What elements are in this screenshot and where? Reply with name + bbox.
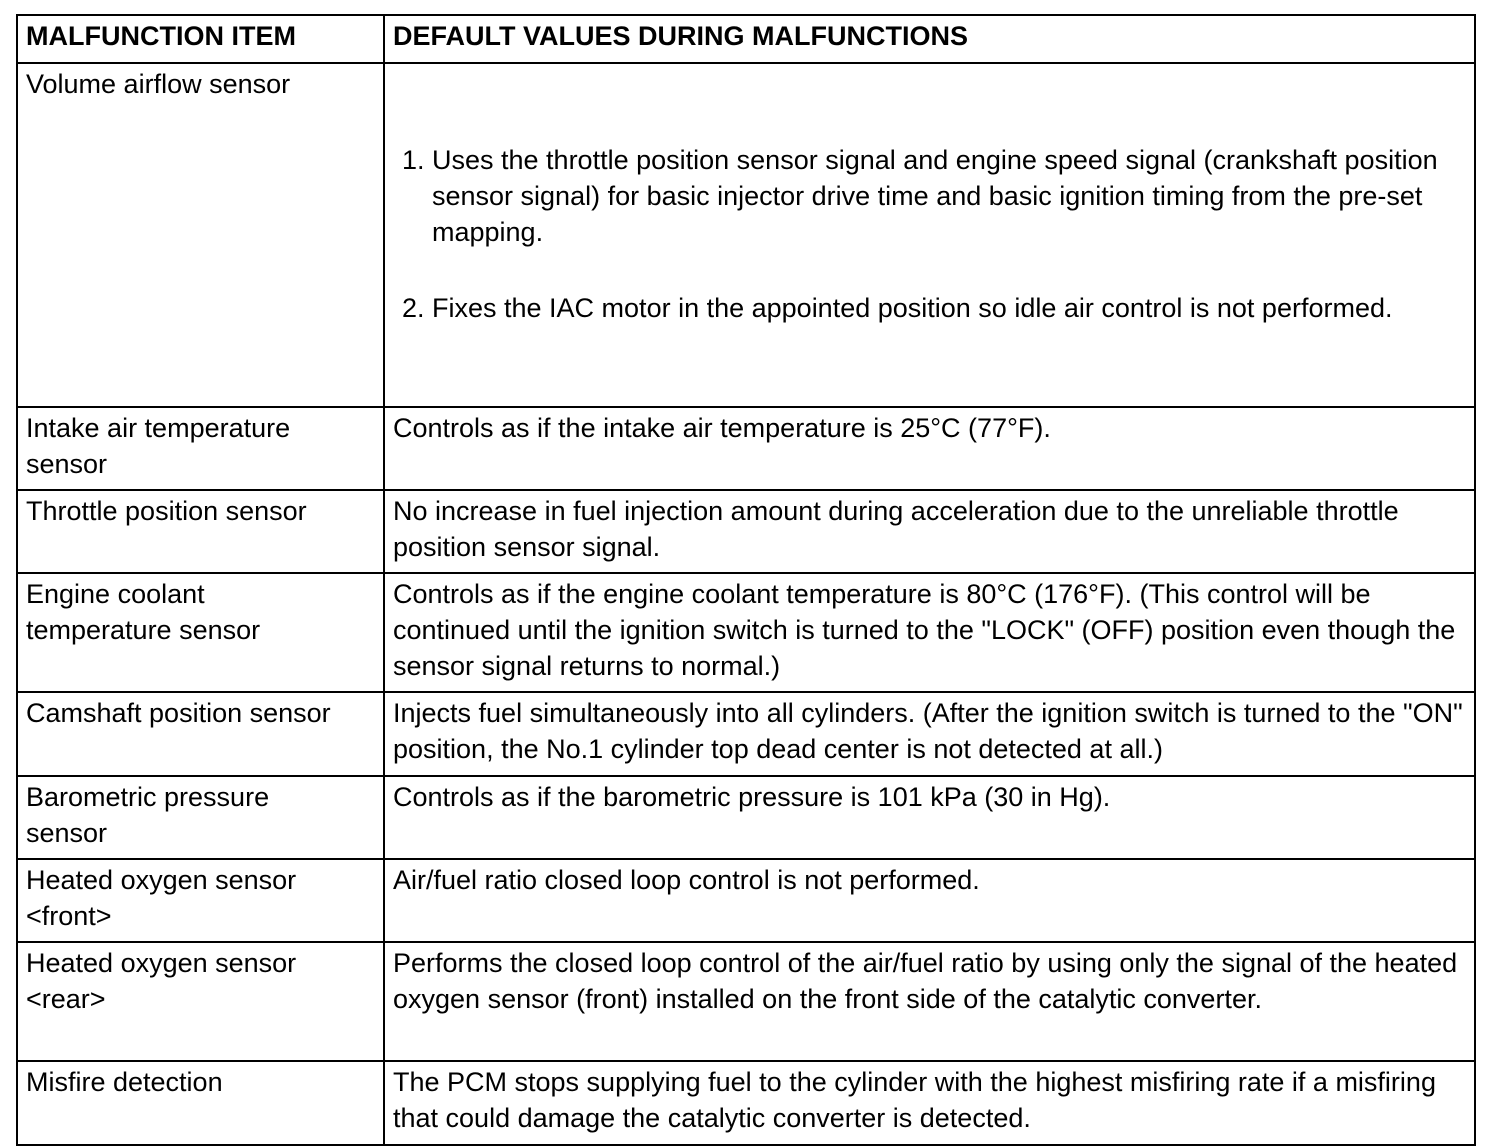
default-values-cell: No increase in fuel injection amount during acceleration due to the unreliable throttle position sensor signal. (384, 490, 1475, 573)
default-values-cell: Air/fuel ratio closed loop control is not performed. (384, 859, 1475, 942)
malfunction-item-cell: Barometric pressure sensor (17, 776, 384, 859)
malfunction-item-cell: Camshaft position sensor (17, 692, 384, 776)
table-row (17, 1061, 1475, 1145)
table-row (17, 573, 1475, 692)
table-row (17, 692, 1475, 776)
list-item: 1. Uses the throttle position sensor signal and engine speed signal (crankshaft position sensor signal) for basic injector drive time and basic ignition timing from the pre-set mapping. (432, 142, 1466, 250)
default-steps-list (393, 106, 1466, 366)
table-row (17, 942, 1475, 1061)
table-row (17, 859, 1475, 942)
malfunction-item-cell: Engine coolant temperature sensor (17, 573, 384, 692)
default-values-cell: Controls as if the engine coolant temperature is 80°C (176°F). (This control will be continued until the ignition switch is turned to the "LOCK" (OFF) position even though the sensor signal returns to normal.) (384, 573, 1475, 692)
malfunction-item-cell: Throttle position sensor (17, 490, 384, 573)
table-row (17, 407, 1475, 490)
default-values-cell: Controls as if the barometric pressure is 101 kPa (30 in Hg). (384, 776, 1475, 859)
header-row (17, 15, 1475, 63)
header-default-values: DEFAULT VALUES DURING MALFUNCTIONS (384, 15, 1475, 63)
malfunction-item-cell: Heated oxygen sensor <rear> (17, 942, 384, 1061)
malfunction-item-cell: Heated oxygen sensor <front> (17, 859, 384, 942)
malfunction-defaults-table (16, 14, 1476, 1146)
default-values-cell (384, 63, 1475, 407)
list-item: 2. Fixes the IAC motor in the appointed position so idle air control is not performed. (432, 290, 1466, 326)
header-malfunction-item: MALFUNCTION ITEM (17, 15, 384, 63)
default-values-cell: Controls as if the intake air temperature is 25°C (77°F). (384, 407, 1475, 490)
table-row (17, 63, 1475, 407)
malfunction-item-cell: Intake air temperature sensor (17, 407, 384, 490)
default-values-cell: Performs the closed loop control of the air/fuel ratio by using only the signal of the heated oxygen sensor (front) installed on the front side of the catalytic converter. (384, 942, 1475, 1061)
malfunction-item-cell: Volume airflow sensor (17, 63, 384, 407)
table-row (17, 490, 1475, 573)
table-row (17, 776, 1475, 859)
default-values-cell: The PCM stops supplying fuel to the cylinder with the highest misfiring rate if a misfiring that could damage the catalytic converter is detected. (384, 1061, 1475, 1145)
malfunction-item-cell: Misfire detection (17, 1061, 384, 1145)
default-values-cell: Injects fuel simultaneously into all cylinders. (After the ignition switch is turned to the "ON" position, the No.1 cylinder top dead center is not detected at all.) (384, 692, 1475, 776)
